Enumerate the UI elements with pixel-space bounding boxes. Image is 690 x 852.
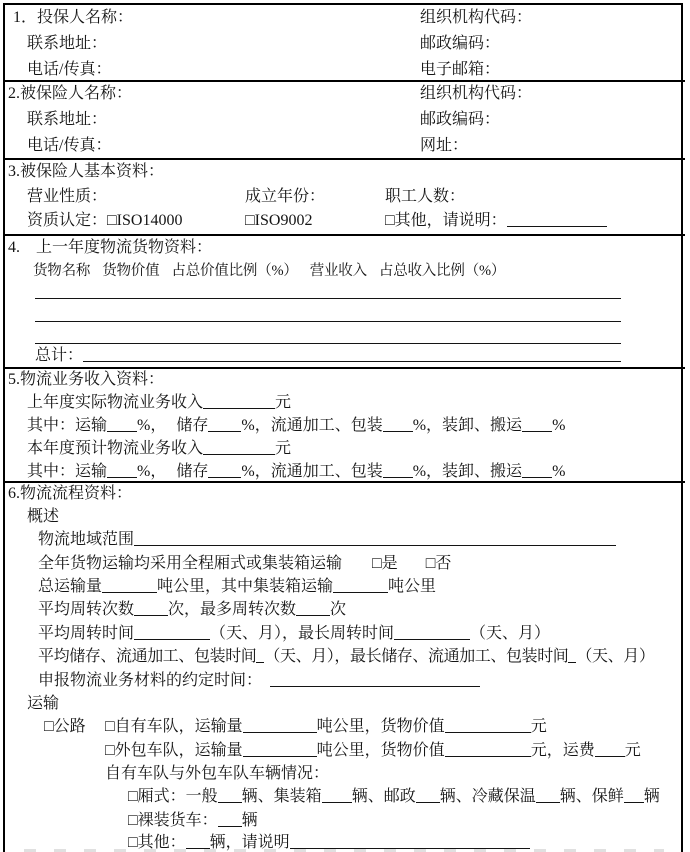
blank-field[interactable] [333, 578, 388, 593]
text-segment: 总计： [35, 347, 84, 364]
org-code-label: 组织机构代码： [420, 9, 533, 26]
checkbox-option[interactable]: □厢式：一般 [128, 788, 218, 805]
container-question-row [38, 554, 451, 573]
checkbox-option[interactable]: □外包车队，运输量 [105, 742, 243, 759]
turnover-count-row [38, 600, 346, 619]
blank-field[interactable] [218, 788, 242, 803]
checkbox-option[interactable]: □ISO14000 [107, 212, 183, 229]
text-segment: 其中：运输 [27, 417, 108, 434]
employee-count-label: 职工人数： [385, 188, 466, 205]
website-label: 网址： [420, 137, 469, 154]
blank-field[interactable] [203, 440, 275, 455]
blank-field[interactable] [83, 347, 621, 362]
text-segment: 上年度实际物流业务收入 [27, 394, 204, 411]
section-divider [3, 481, 685, 483]
postal-code-label: 邮政编码： [420, 111, 501, 128]
text-segment: 平均周转次数 [38, 601, 135, 618]
cargo-blank-line[interactable] [35, 298, 621, 299]
logistics-process-title: 6.物流流程资料： [8, 485, 133, 502]
text-segment: % [552, 463, 566, 480]
text-segment: 元 [624, 742, 641, 759]
blank-field[interactable] [134, 625, 210, 640]
forecast-income-row [27, 439, 291, 458]
last-year-cargo-title: 4. 上一年度物流货物资料： [8, 239, 213, 256]
blank-field[interactable] [507, 212, 607, 227]
text-segment: %， [137, 463, 167, 480]
text-segment: （天、月） [470, 625, 551, 642]
email-label: 电子邮箱： [420, 61, 501, 78]
qualification-other-row [385, 211, 607, 230]
income-breakdown-row [27, 416, 565, 435]
blank-field[interactable] [568, 648, 576, 663]
text-segment: 辆、集装箱 [241, 788, 322, 805]
text-segment: 申报物流业务材料的约定时间： [38, 672, 263, 689]
blank-field[interactable] [394, 625, 470, 640]
insured-basic-info-title: 3.被保险人基本资料： [8, 163, 165, 180]
text-segment: （天、月），最长储存、流通加工、包装时间 [264, 648, 569, 665]
blank-field[interactable] [270, 672, 480, 687]
blank-field[interactable] [322, 788, 352, 803]
text-segment: 吨公里，其中集装箱运输 [157, 578, 334, 595]
blank-field[interactable] [296, 601, 330, 616]
section-divider [3, 367, 685, 369]
revenue-percent-header: 占总收入比例（%） [378, 263, 506, 279]
overview-label: 概述 [27, 508, 60, 525]
policyholder-name-label: 1．投保人名称： [13, 9, 134, 26]
blank-field[interactable] [208, 463, 241, 478]
blank-field[interactable] [107, 463, 137, 478]
text-segment: 次，最多周转次数 [168, 601, 297, 618]
blank-field[interactable] [243, 742, 317, 757]
income-breakdown-row [27, 462, 565, 481]
text-segment: 储存 [176, 463, 209, 480]
postal-code-label: 邮政编码： [420, 35, 501, 52]
qualification-iso9002-row [245, 211, 312, 230]
text-segment: 元 [530, 718, 547, 735]
text-segment: 全年货物运输均采用全程厢式或集装箱运输 [38, 555, 343, 572]
blank-field[interactable] [445, 742, 531, 757]
phone-fax-label: 电话/传真： [27, 61, 112, 78]
cargo-value-header: 货物价值 [102, 263, 160, 279]
blank-field[interactable] [383, 463, 413, 478]
text-segment: （天、月） [576, 648, 655, 665]
blank-field[interactable] [186, 834, 210, 849]
box-trucks-row [128, 787, 660, 806]
blank-field[interactable] [383, 417, 413, 432]
text-segment: 物流地域范围 [38, 531, 135, 548]
blank-field[interactable] [445, 718, 531, 733]
logistics-income-title: 5.物流业务收入资料： [8, 371, 165, 388]
checkbox-option[interactable]: □裸装货车： [128, 812, 218, 829]
checkbox-option[interactable]: □公路 [44, 718, 86, 735]
text-segment: 储存 [176, 417, 209, 434]
text-segment: 辆 [241, 812, 258, 829]
blank-field[interactable] [203, 394, 275, 409]
text-segment: %， [137, 417, 167, 434]
storage-time-row [38, 647, 654, 666]
blank-field[interactable] [522, 463, 552, 478]
text-segment: 辆、冷藏保温 [439, 788, 536, 805]
blank-field[interactable] [107, 417, 137, 432]
declare-time-row [38, 671, 480, 690]
cargo-blank-line[interactable] [35, 343, 621, 344]
text-segment: 资质认定： [27, 212, 108, 229]
blank-field[interactable] [256, 648, 264, 663]
text-segment: （天、月），最长周转时间 [210, 625, 395, 642]
text-segment: % [552, 417, 566, 434]
blank-field[interactable] [243, 718, 317, 733]
blank-field[interactable] [416, 788, 440, 803]
text-segment: 本年度预计物流业务收入 [27, 440, 204, 457]
text-segment: 元，运费 [530, 742, 595, 759]
checkbox-option[interactable]: □是 [372, 555, 398, 572]
transport-label: 运输 [27, 695, 60, 712]
blank-field[interactable] [290, 834, 530, 849]
contact-address-label: 联系地址： [27, 35, 108, 52]
region-row [38, 530, 616, 549]
section-divider [3, 158, 685, 160]
cargo-blank-line[interactable] [35, 321, 621, 322]
checkbox-option[interactable]: □ISO9002 [245, 212, 313, 229]
value-percent-header: 占总价值比例（%） [171, 263, 298, 279]
turnover-time-row [38, 624, 550, 643]
qualification-iso14000-row [27, 211, 182, 230]
blank-field[interactable] [536, 788, 560, 803]
outsourced-fleet-row [105, 741, 641, 760]
text-segment: 辆、保鲜 [559, 788, 624, 805]
contact-address-label: 联系地址： [27, 111, 108, 128]
blank-field[interactable] [624, 788, 644, 803]
checkbox-option[interactable]: □自有车队，运输量 [105, 718, 243, 735]
cargo-name-header: 货物名称 [33, 263, 91, 279]
blank-field[interactable] [218, 812, 242, 827]
text-segment: 吨公里 [388, 578, 437, 595]
text-segment: %，装卸、搬运 [412, 463, 523, 480]
text-segment: %，流通加工、包装 [241, 463, 383, 480]
text-segment: 吨公里，货物价值 [316, 742, 445, 759]
text-segment: 其中：运输 [27, 463, 108, 480]
business-nature-label: 营业性质： [27, 188, 108, 205]
text-segment: %，流通加工、包装 [241, 417, 383, 434]
actual-income-row [27, 393, 291, 412]
text-segment: %，装卸、搬运 [412, 417, 523, 434]
phone-fax-label: 电话/传真： [27, 137, 112, 154]
section-divider [3, 80, 685, 82]
text-segment: 元 [275, 394, 292, 411]
text-segment: 吨公里，货物价值 [316, 718, 445, 735]
checkbox-option[interactable]: □其他： [128, 834, 186, 851]
text-segment: 平均周转时间 [38, 625, 135, 642]
cargo-total-row [35, 346, 621, 365]
blank-field[interactable] [522, 417, 552, 432]
text-segment: 平均储存、流通加工、包装时间 [38, 648, 257, 665]
blank-field[interactable] [595, 742, 625, 757]
fleet-info-label: 自有车队与外包车队车辆情况： [105, 765, 330, 782]
founding-year-label: 成立年份： [245, 188, 326, 205]
road-checkbox-row [44, 717, 86, 736]
cargo-table-header [33, 262, 505, 281]
section-divider [3, 234, 685, 236]
text-segment: 辆、邮政 [351, 788, 416, 805]
text-segment: 辆，请说明 [209, 834, 290, 851]
blank-field[interactable] [134, 601, 168, 616]
blank-field[interactable] [134, 531, 616, 546]
blank-field[interactable] [208, 417, 241, 432]
org-code-label: 组织机构代码： [420, 85, 533, 102]
text-segment: 辆 [643, 788, 660, 805]
revenue-header: 营业收入 [309, 263, 367, 279]
open-trucks-row [128, 811, 258, 830]
own-fleet-row [105, 717, 547, 736]
checkbox-option[interactable]: □否 [425, 555, 452, 572]
text-segment: 总运输量 [38, 578, 103, 595]
text-segment: 次 [330, 601, 347, 618]
checkbox-option[interactable]: □其他，请说明： [385, 212, 507, 229]
blank-field[interactable] [102, 578, 157, 593]
volume-row [38, 577, 436, 596]
insured-name-label: 2.被保险人名称： [8, 85, 133, 102]
text-segment: 元 [275, 440, 292, 457]
